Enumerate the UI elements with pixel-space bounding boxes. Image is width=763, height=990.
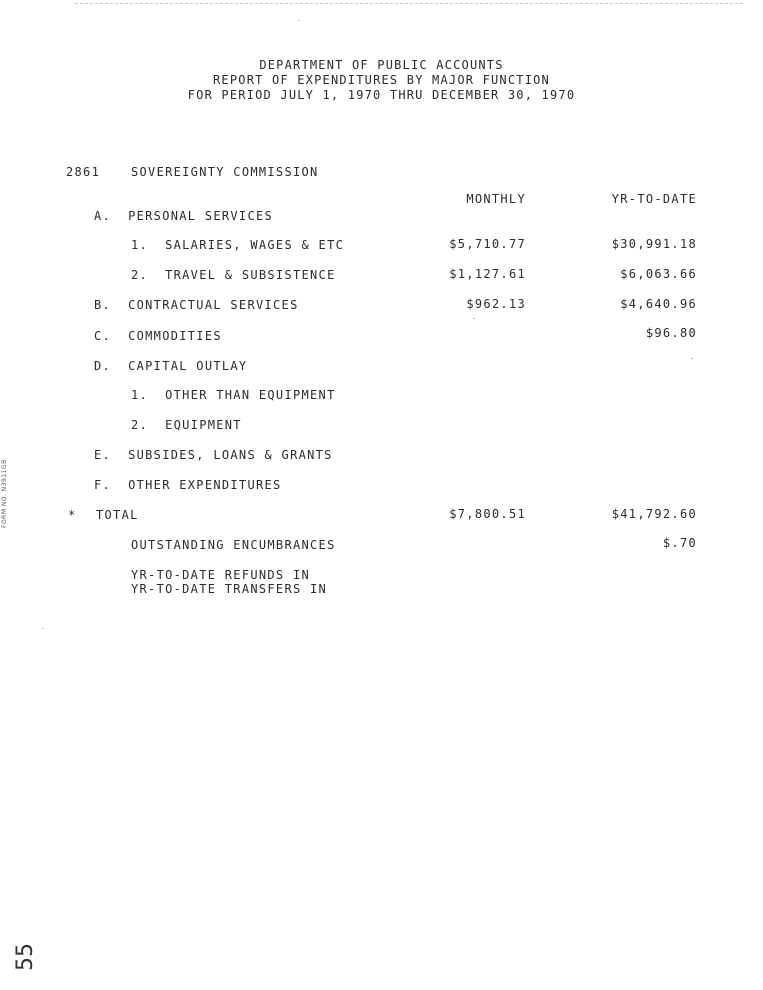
total-monthly: $7,800.51 [449, 507, 526, 521]
row-monthly: $5,710.77 [449, 237, 526, 251]
row-label: D. CAPITAL OUTLAY [94, 359, 248, 373]
row-ytd: $30,991.18 [611, 237, 697, 251]
row-ytd: $6,063.66 [620, 267, 697, 281]
scan-speck [42, 628, 44, 629]
refunds-label: YR-TO-DATE REFUNDS IN [131, 568, 311, 582]
row-label: 1. SALARIES, WAGES & ETC [131, 238, 345, 252]
row-ytd: $4,640.96 [620, 297, 697, 311]
row-monthly: $962.13 [466, 297, 526, 311]
row-label: 1. OTHER THAN EQUIPMENT [131, 388, 336, 402]
report-period: FOR PERIOD JULY 1, 1970 THRU DECEMBER 30, 1970 [187, 88, 576, 102]
page-number: 55 [13, 943, 38, 971]
agency-name: SOVEREIGNTY COMMISSION [131, 165, 319, 179]
total-marker: * [68, 508, 77, 522]
agency-code: 2861 [66, 165, 101, 179]
total-ytd: $41,792.60 [611, 507, 697, 521]
report-title: DEPARTMENT OF PUBLIC ACCOUNTS [259, 58, 504, 72]
col-ytd-header: YR-TO-DATE [611, 192, 697, 206]
row-label: 2. TRAVEL & SUBSISTENCE [131, 268, 336, 282]
row-label: B. CONTRACTUAL SERVICES [94, 298, 299, 312]
row-label: C. COMMODITIES [94, 329, 222, 343]
form-number: FORM NO. N3911GB [1, 459, 8, 528]
row-monthly: $1,127.61 [449, 267, 526, 281]
row-label: 2. EQUIPMENT [131, 418, 242, 432]
scan-speck [298, 20, 300, 21]
report-subtitle: REPORT OF EXPENDITURES BY MAJOR FUNCTION [213, 73, 550, 87]
top-perforation [75, 3, 743, 4]
transfers-label: YR-TO-DATE TRANSFERS IN [131, 582, 328, 596]
encumbrances-label: OUTSTANDING ENCUMBRANCES [131, 538, 336, 552]
row-label: E. SUBSIDES, LOANS & GRANTS [94, 448, 333, 462]
row-ytd: $96.80 [645, 326, 697, 340]
total-label: TOTAL [96, 508, 139, 522]
col-monthly-header: MONTHLY [466, 192, 526, 206]
row-label: A. PERSONAL SERVICES [94, 209, 274, 223]
row-label: F. OTHER EXPENDITURES [94, 478, 282, 492]
encumbrances-ytd: $.70 [662, 536, 697, 550]
scan-speck [691, 358, 693, 359]
scan-speck [473, 318, 475, 319]
